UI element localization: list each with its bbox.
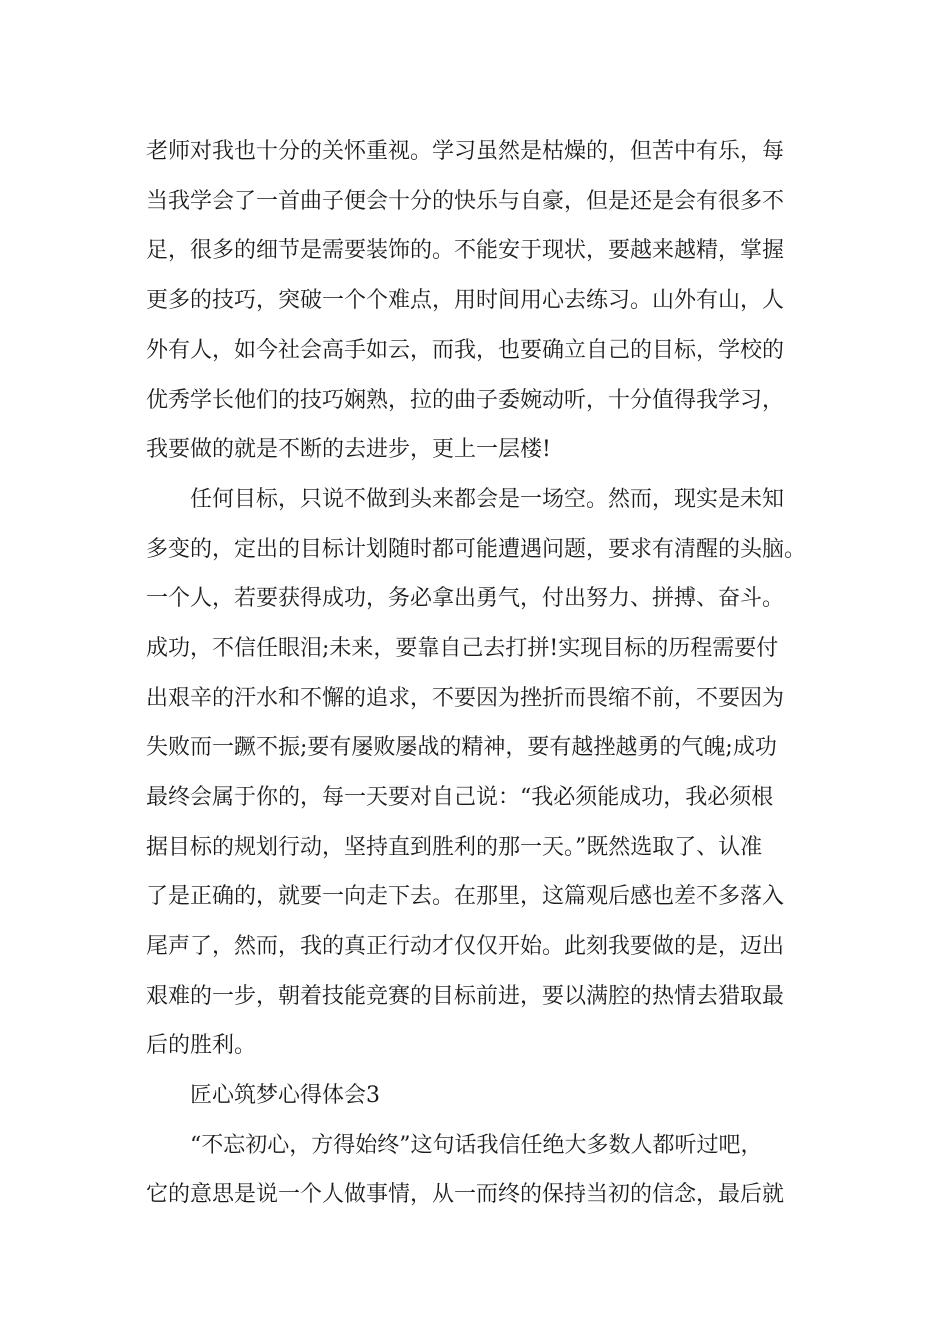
text-line: 足，很多的细节是需要装饰的。不能安于现状，要越来越精，掌握: [146, 238, 785, 263]
text-line: 更多的技巧，突破一个个难点，用时间用心去练习。山外有山，人: [146, 288, 785, 313]
text-line: 老师对我也十分的关怀重视。学习虽然是枯燥的，但苦中有乐，每: [146, 139, 785, 164]
text-line: 多变的，定出的目标计划随时都可能遭遇问题，要求有清醒的头脑。: [146, 537, 807, 562]
text-line: 我要做的就是不断的去进步，更上一层楼!: [146, 437, 551, 462]
text-line: 成功，不信任眼泪;未来，要靠自己去打拼!实现目标的历程需要付: [146, 636, 779, 661]
paragraph-start: 任何目标，只说不做到头来都会是一场空。然而，现实是未知: [146, 487, 785, 512]
text-line: 一个人，若要获得成功，务必拿出勇气，付出努力、拼搏、奋斗。: [146, 586, 785, 611]
text-line: 它的意思是说一个人做事情，从一而终的保持当初的信念，最后就: [146, 1182, 785, 1207]
text-line: 优秀学长他们的技巧娴熟，拉的曲子委婉动听，十分值得我学习，: [146, 388, 785, 413]
text-line: 了是正确的，就要一向走下去。在那里，这篇观后感也差不多落入: [146, 884, 785, 909]
text-line: 外有人，如今社会高手如云，而我，也要确立自己的目标，学校的: [146, 338, 785, 363]
text-line: 当我学会了一首曲子便会十分的快乐与自豪，但是还是会有很多不: [146, 189, 785, 214]
text-line: 后的胜利。: [146, 1033, 257, 1058]
text-line: 艰难的一步，朝着技能竞赛的目标前进，要以满腔的热情去猎取最: [146, 984, 785, 1009]
section-heading: 匠心筑梦心得体会3: [146, 1083, 380, 1108]
text-line: 失败而一蹶不振;要有屡败屡战的精神，要有越挫越勇的气魄;成功: [146, 735, 777, 760]
paragraph-start: “不忘初心，方得始终”这句话我信任绝大多数人都听过吧，: [146, 1133, 763, 1158]
text-line: 出艰辛的汗水和不懈的追求，不要因为挫折而畏缩不前，不要因为: [146, 686, 785, 711]
text-line: 最终会属于你的，每一天要对自己说：“我必须能成功，我必须根: [146, 785, 774, 810]
text-line: 尾声了，然而，我的真正行动才仅仅开始。此刻我要做的是，迈出: [146, 934, 785, 959]
text-line: 据目标的规划行动，坚持直到胜利的那一天。”既然选取了、认准: [146, 835, 763, 860]
